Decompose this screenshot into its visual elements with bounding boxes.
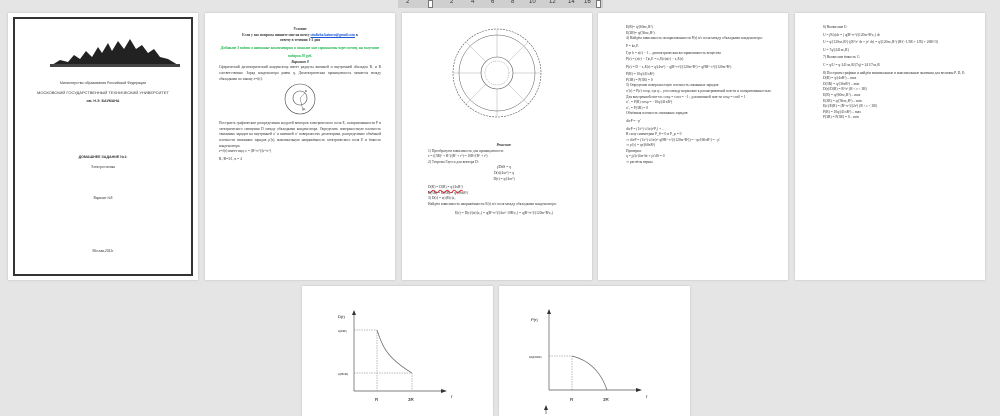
- solution-line: D(R) = q/(4πR²) – max: [823, 76, 857, 81]
- solution-line: 2) Теорема Гаусса для вектора D:: [428, 159, 479, 164]
- x-axis-arrow: [636, 388, 642, 392]
- ruler-tick: 16: [584, 0, 591, 5]
- x-axis-label: r: [646, 394, 648, 399]
- solution-line: 6) Вычислим U:: [823, 25, 848, 29]
- university-named: им. Н.Э. БАУМАНА: [86, 99, 120, 103]
- city-year: Москва,2022г: [92, 249, 114, 253]
- solution-line: P(R) = 10q/(41πR²): [626, 72, 655, 77]
- solution-line: E(3R) = q/(36πε₀R²) – min: [823, 98, 862, 103]
- solution-line: 3) D(r) = ε(r)E(r)ε₀: [428, 196, 456, 201]
- solution-line: D(3R) = D(3R) = q/(36πR²): [428, 190, 469, 195]
- solution-line: E(R)= q/(60πε₀R²): [626, 25, 653, 29]
- page-7-graph-p[interactable]: [499, 286, 690, 416]
- x-axis-label: r: [451, 394, 453, 399]
- outer-radius-label: R₁: [303, 107, 307, 112]
- email-link[interactable]: studizba.baimen@gmail.com: [310, 32, 355, 37]
- solution-line: U = q/(120πε₀R²)·(∫R²/r² dr + ∫r² dr) = q/(120πε₀R²)·(R²(−1/3R + 1/R) + 26R³/3): [823, 40, 938, 45]
- x-tick-3r: 3R: [408, 397, 414, 402]
- solution-line: D(3R) = q/(36πR²) – min: [823, 81, 860, 86]
- spherical-capacitor-figure: [219, 82, 381, 116]
- variant: Вариант №8: [93, 196, 113, 200]
- subject: Электростатика: [90, 165, 116, 169]
- solution-line: E(r)/E(R) = (R²+r²)/(2r²) (R < r < 3R): [823, 104, 877, 109]
- solution-line: Проверка:: [626, 148, 642, 153]
- page-2-condition[interactable]: [205, 13, 395, 280]
- horizontal-ruler[interactable]: [398, 0, 603, 8]
- solution-line: C = q/U = q·241πε₀R/(7q) = 241/7πε₀R: [823, 62, 880, 67]
- solution-line: σ′(r) = P(r)·cosφ, где φ – угол между нормалью к расматриваемой пов-ти и поляризованностью.: [626, 88, 772, 93]
- page-3-solution[interactable]: [402, 13, 592, 280]
- d-graph: [302, 286, 493, 416]
- field-lines-figure: [447, 23, 547, 123]
- solution-line: σ′₁ = P(R)·cosφ = −10q/(41πR²): [626, 100, 673, 105]
- page-1-title[interactable]: [8, 13, 198, 280]
- radius-label: R: [305, 89, 308, 94]
- y-axis-arrow: [352, 310, 356, 315]
- left-indent-marker[interactable]: [428, 0, 433, 8]
- condition-heading: Условие: [293, 27, 307, 31]
- solution-line: P(r) = (ε(r) − 1)ε₀E = ε₀E(r)ε(r) − ε₀E(r): [626, 56, 684, 61]
- given-values: R₁/R=3/1, n = 4: [219, 156, 242, 161]
- ruler-tick: 2: [450, 0, 454, 5]
- solution-line: ⇒ divP = (1/r²)·∂/∂r(r²·q(9R²−r²)/(120πr²R²)) = −qr/(60πR²) = −ρ′: [626, 137, 721, 142]
- solution-line: 5) Определим поверхностную плотность связанных зарядов:: [626, 83, 720, 88]
- solution-line: P(r) = D − ε₀E(r) = q/(4πr²) − q(R²+r²)/(120πr²R²) = q(9R²−r²)/(120πr²R²): [626, 64, 732, 69]
- solution-line: В силу симметрии P_θ = 0 и P_φ = 0: [626, 132, 682, 137]
- university-logo-illustration: [50, 35, 180, 67]
- ruler-tick: 14: [568, 0, 575, 5]
- page-6-graph-d[interactable]: [302, 286, 493, 416]
- solution-line: ε = ((3R)² + R²)/(R² + r²) = 10R²/(R² + r²): [428, 154, 488, 159]
- permittivity-law: ε=f(r) имеет вид: ε = (R²+r²)/(r²+r²): [219, 149, 271, 154]
- problem-paragraph-2: Построить графические распределения модулей векторов электрического поля E, поляризованности P и электрического смещения D между обкладками конденсатора. Определить поверхностную плотность связанных зарядов на внутренней σ′ и внешней σ′ поверхностях диэлектрика, распределение объёмной плотности связанных зарядов ρ′(r), максимальную напряжённость электрического поля E и ёмкость конденсатора.: [219, 121, 381, 148]
- solution-line: ⇒ расчёты верны: [626, 160, 653, 165]
- y-max-label: q/(4πR²): [338, 331, 347, 333]
- y-axis-label: D(r): [338, 314, 345, 319]
- p-curve: [572, 356, 607, 390]
- solution-line: q = ∫ρ′(r)4πr²dr + ∫σ′dS = 0: [626, 154, 665, 159]
- page-4-solution[interactable]: [598, 13, 788, 280]
- ruler-tick: 6: [491, 0, 495, 5]
- solution-line: Для внутренней пов-ти: cosφ = cosπ = −1 ; для внешней пов-ти cosφ = cos0 = 1: [626, 94, 746, 99]
- solution-heading: Решение:: [496, 143, 512, 147]
- solution-line: D(r)(4πr²) = q: [493, 170, 515, 175]
- solution-line: P(R) = 10q/(41πR²) – max: [823, 109, 862, 114]
- solution-line: 4) Найдём зависимость поляризованности P(r) в/с поля между обкладками конденсатора:: [626, 36, 763, 41]
- solution-line: Объёмная плотность связанных зарядов:: [626, 111, 689, 116]
- contact-text: Если у вас вопросы пишите мне на почту: [242, 32, 310, 37]
- solution-line: divP = (1/r²)·∂/∂r(r²Pᵣ) + …: [626, 126, 666, 131]
- solution-line: ∮DdS = q: [497, 165, 511, 170]
- solution-line: P(3R) = P(3R) = 0 – min: [823, 115, 859, 120]
- ruler-tick: 12: [549, 0, 556, 5]
- solution-line: E(3R)= q/(36πε₀R²): [626, 30, 655, 35]
- y-max-label: 10q/(31πR²): [529, 357, 542, 359]
- x-tick-r: R: [375, 397, 379, 402]
- ruler-tick: 8: [511, 0, 515, 5]
- solution-line: U = ∫E(r)dr = ∫ q(R²+r²)/(120πr²R²ε₀) dr: [823, 32, 880, 37]
- d-curve: [377, 330, 412, 373]
- y-min-label: q/(36πR²): [338, 374, 349, 376]
- solution-line: Где k = ε(r) − 1 – диэлектрическая восприимчивость вещества: [626, 51, 721, 56]
- variant-heading: Вариант 8: [291, 59, 309, 64]
- problem-paragraph-1: Сферический диэлектрический конденсатор имеет радиусы внешней и внутренней обкладок R₁ и R соответственно. Заряд конденсатора равен q. Диэлектрическая проницаемость меняется между обкладками по закону ε=f(r).: [219, 65, 381, 81]
- solution-line: U = 7q/(241πε₀R): [823, 47, 849, 52]
- y-axis-arrow: [547, 309, 551, 314]
- solution-line: 7) Вычислим ёмкость C:: [823, 55, 861, 60]
- x-tick-r: R: [570, 397, 574, 402]
- solution-line: σ′₂ = P(3R) = 0: [626, 105, 649, 110]
- next-graph-arrow: [544, 405, 548, 410]
- page-5-solution[interactable]: [795, 13, 985, 280]
- solution-line: 1) Преобразуем зависимость для проницаемости:: [428, 148, 504, 153]
- solution-line: D(r) = q/(4πr²): [493, 176, 515, 181]
- solution-line: P(3R) = P(3R) = 0: [626, 77, 653, 82]
- promo-text: Добавьте 3 задачи в активные комментарии и скиньте мне скриншоты через почту, вы получите подарок 20 руб.: [220, 45, 380, 58]
- solution-line: ⇒ ρ′(r) = qr/(60πR²): [626, 143, 656, 148]
- ruler-tick: 4: [471, 0, 475, 5]
- p-graph: [499, 286, 690, 416]
- ministry-name: Министерство образования Российской Федерации: [59, 81, 147, 85]
- contact-text-end: в: [355, 32, 358, 37]
- y-axis-label: P(r): [531, 317, 538, 322]
- solution-line: D(r)/D(R) = R²/r² (R < r < 3R): [823, 87, 867, 92]
- right-indent-marker[interactable]: [596, 0, 601, 8]
- solution-line: E(R) = q/(60πε₀R²) – max: [823, 92, 861, 97]
- solution-line: divP = −ρ′: [626, 118, 641, 123]
- university-name: МОСКОВСКИЙ ГОСУДАРСТВЕННЫЙ ТЕХНИЧЕСКИЙ УНИВЕРСИТЕТ: [37, 90, 169, 95]
- solution-line: P = kε₀E: [626, 43, 639, 48]
- solution-line: D(R) = D(R) = q/(4πR²): [428, 185, 463, 190]
- x-axis-arrow: [441, 389, 447, 393]
- contact-line-2: отвечу в течении 1-2 дня: [279, 38, 321, 43]
- x-tick-3r: 3R: [603, 397, 609, 402]
- ruler-tick: 10: [529, 0, 536, 5]
- solution-line: Найдём зависимость напряжённости E(r) в/с поля между обкладками конденсатора:: [428, 201, 557, 206]
- solution-line: 8) Построим графики и найдём минимальные и максимальные значения для величин P, D, E:: [823, 70, 966, 75]
- homework-title: ДОМАШНЕЕ ЗАДАНИЕ №1:: [78, 155, 128, 159]
- ruler-tick: 2: [406, 0, 410, 5]
- solution-line: E(r) = D(r)/(ε(r)ε₀) = q(R²+r²)/(4πr²·10R²ε₀) = q(R²+r²)/(120πr²R²ε₀): [454, 210, 554, 215]
